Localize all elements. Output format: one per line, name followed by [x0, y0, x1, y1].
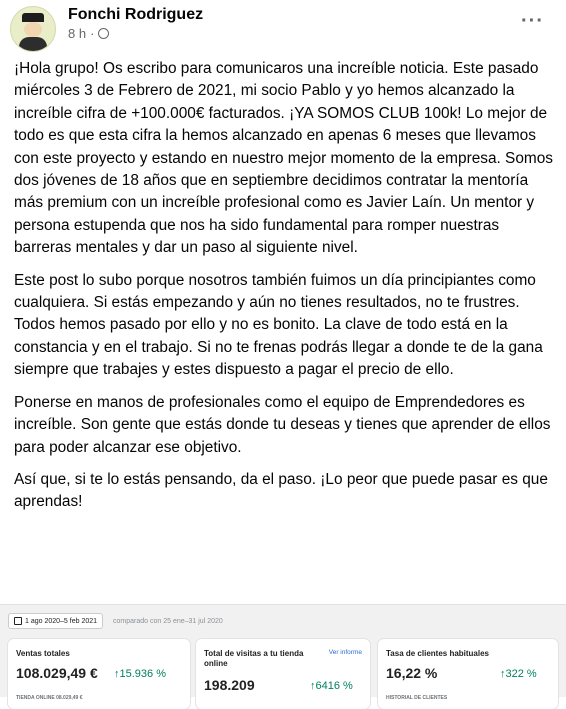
calendar-icon — [14, 617, 22, 625]
avatar-hat-shape — [22, 13, 44, 22]
view-report-link: Ver informe — [328, 649, 362, 656]
visits-card — [196, 639, 370, 709]
author-avatar[interactable] — [10, 6, 56, 52]
card-hint: HISTORIAL DE CLIENTES — [386, 695, 448, 701]
avatar-face-shape — [24, 22, 42, 37]
date-range-button — [8, 613, 103, 629]
post-meta — [68, 26, 109, 41]
returning-customers-card — [378, 639, 558, 709]
card-title: Tasa de clientes habituales — [386, 649, 490, 658]
card-delta: ↑15.936 % — [114, 668, 166, 680]
card-title: Total de visitas a tu tienda online — [204, 649, 304, 668]
more-options-button[interactable]: ··· — [521, 10, 544, 32]
post-paragraph: ¡Hola grupo! Os escribo para comunicaros una increíble noticia. Este pasado miércoles 3 de Febrero de 2021, mi socio Pablo y yo hemos alcanzado la increíble cifra de +100.000€ facturados. ¡YA SOMOS CLUB 100k! Lo mejor de todo es que esta cifra la hemos alcanzado en apenas 6 meses que llevamos con este proyecto y estando en nuestro mejor momento de la empresa. Somos dos jóvenes de 18 años que en septiembre decidimos contratar la mentoría más premium con un increíble profesional como es Javier Laín. Un mentor y persona estupenda que nos ha sido fundamental para romper nuestras barreras mentales y dar un paso al siguiente nivel. — [14, 60, 553, 257]
card-value: 108.029,49 € — [16, 665, 98, 681]
meta-separator: · — [90, 26, 95, 41]
avatar-body-shape — [19, 37, 47, 51]
sales-card — [8, 639, 190, 709]
card-delta: ↑322 % — [500, 668, 537, 680]
post-paragraph: Ponerse en manos de profesionales como el equipo de Emprendedores es increíble. Son gente que estás donde tu deseas y tienes que aprender de ellos para poder alcanzar ese objetivo. — [14, 393, 551, 456]
post-time[interactable]: 8 h — [68, 26, 87, 41]
post-paragraph: Este post lo subo porque nosotros también fuimos un día principiantes como cualquiera. Si estás empezando y aún no tienes resultados, no te frustres. Todos hemos pasado por ello y no es bonito. La clave de todo está en la constancia y en el trabajo. Si no te frenas podrás llegar a donde te de la gana siempre que trabajes y estes dispuesto a pagar el precio de ello. — [14, 271, 543, 379]
card-delta: ↑6416 % — [310, 680, 353, 692]
card-title: Ventas totales — [16, 649, 70, 658]
post-paragraph: Así que, si te lo estás pensando, da el paso. ¡Lo peor que puede pasar es que aprendas! — [14, 470, 548, 511]
date-filter-row — [8, 613, 223, 629]
author-name[interactable]: Fonchi Rodriguez — [68, 6, 204, 23]
embedded-analytics-screenshot[interactable] — [0, 604, 566, 701]
post-body — [14, 58, 554, 524]
card-value: 16,22 % — [386, 665, 438, 681]
card-value: 198.209 — [204, 677, 255, 693]
compare-label: comparado con 25 ene–31 jul 2020 — [113, 617, 223, 625]
card-hint: TIENDA ONLINE 08.029,49 € — [16, 695, 83, 701]
date-range-label: 1 ago 2020–5 feb 2021 — [25, 617, 98, 625]
post-header — [10, 6, 556, 46]
globe-icon — [98, 28, 109, 39]
